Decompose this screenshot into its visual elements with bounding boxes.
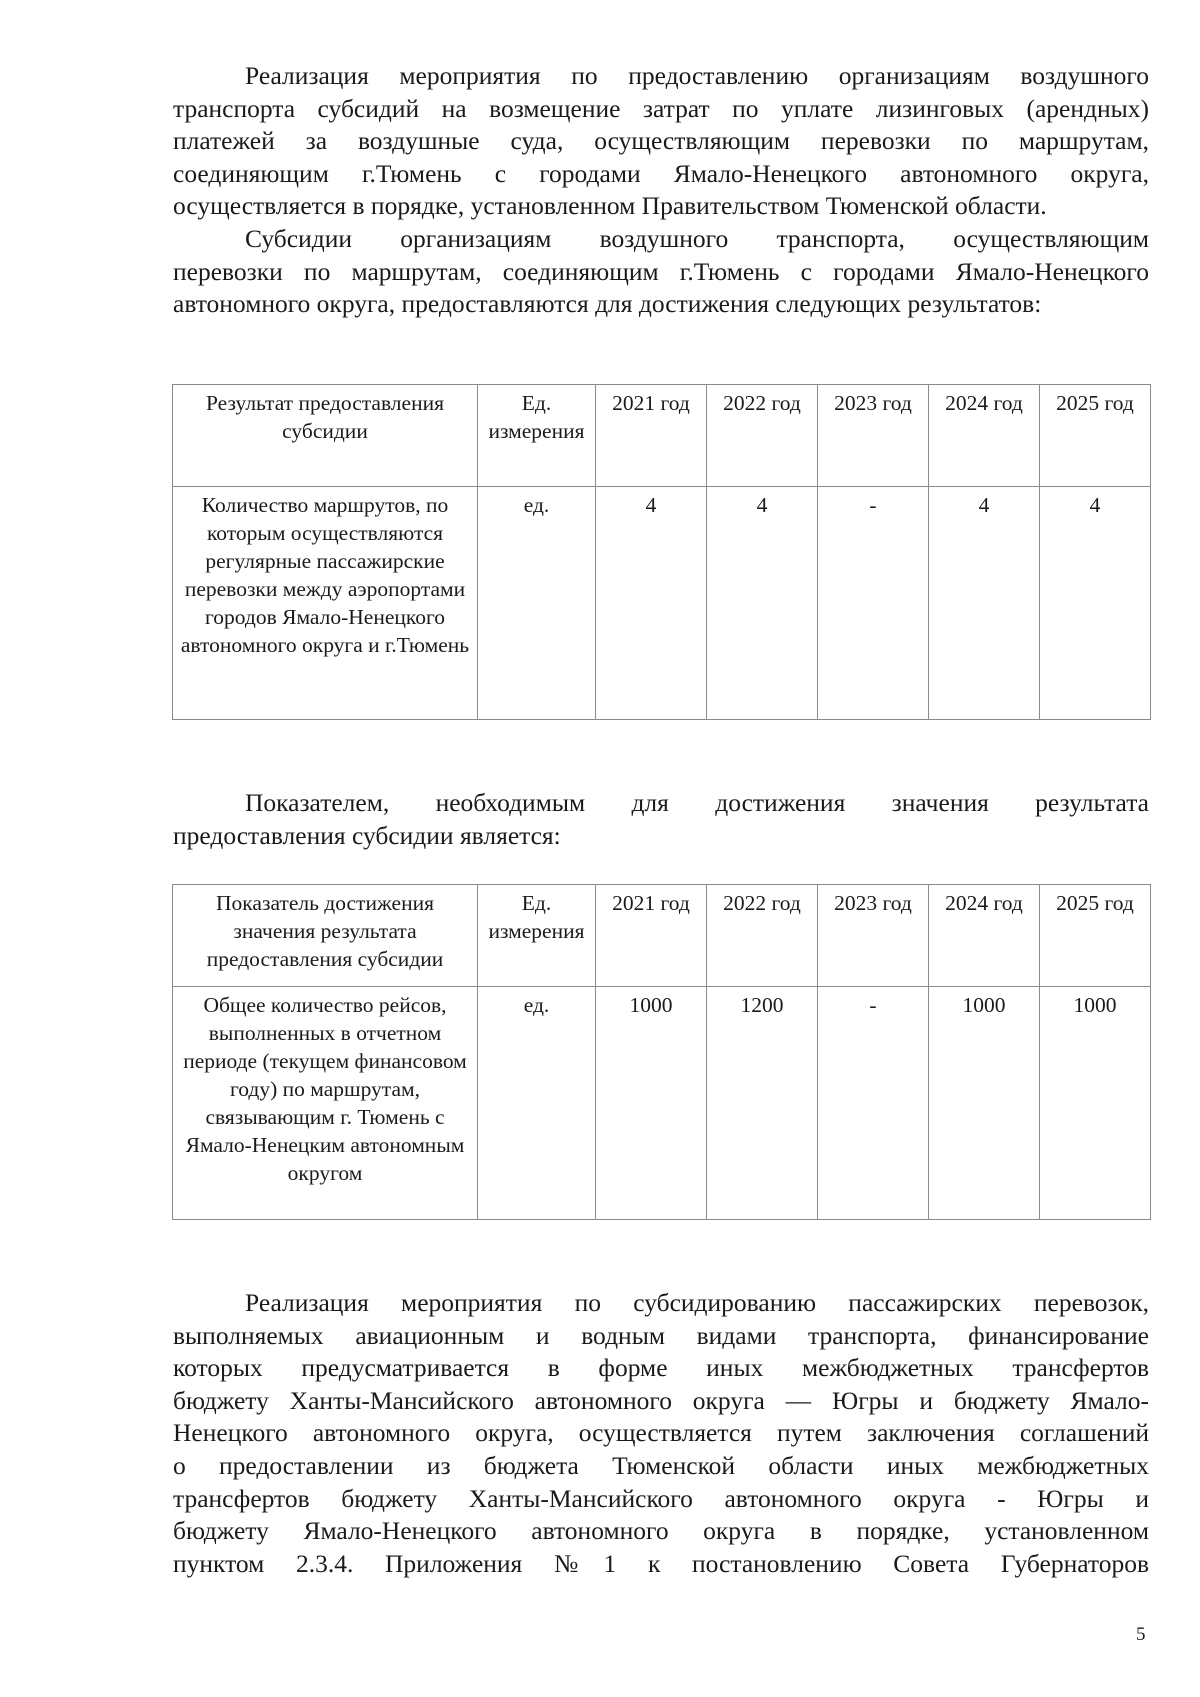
paragraph-3: [173, 787, 1149, 852]
row-cell-2021: 4: [596, 487, 707, 720]
header-cell-2024: 2024 год: [929, 885, 1040, 987]
row-cell-2023: -: [818, 487, 929, 720]
text-line: выполняемых авиационным и водным видами транспорта, финансирование: [173, 1320, 1149, 1350]
header-cell-2022: 2022 год: [707, 885, 818, 987]
text-line: бюджету Ямало-Ненецкого автономного округа в порядке, установленном: [173, 1516, 1149, 1546]
text-line: осуществляется в порядке, установленном Правительством Тюменской области.: [173, 191, 1047, 221]
results-table: [172, 384, 1151, 720]
row-cell-result: Количество маршрутов, по которым осуществляются регулярные пассажирские перевозки между аэропортами городов Ямало-Ненецкого автономного округа и г.Тюмень: [173, 487, 478, 720]
paragraph-1: [173, 60, 1149, 223]
text-line: автономного округа, предоставляются для достижения следующих результатов:: [173, 289, 1042, 319]
row-cell-2025: 1000: [1040, 987, 1151, 1220]
row-cell-2024: 4: [929, 487, 1040, 720]
row-cell-2025: 4: [1040, 487, 1151, 720]
text-line: платежей за воздушные суда, осуществляющим перевозки по маршрутам,: [173, 126, 1149, 156]
text-line: перевозки по маршрутам, соединяющим г.Тюмень с городами Ямало-Ненецкого: [173, 256, 1149, 286]
text-line: Ненецкого автономного округа, осуществляется путем заключения соглашений: [173, 1418, 1149, 1448]
row-cell-2023: -: [818, 987, 929, 1220]
text-line: бюджету Ханты-Мансийского автономного округа — Югры и бюджету Ямало-: [173, 1385, 1149, 1415]
header-cell-unit: Ед. измерения: [478, 385, 596, 487]
header-cell-2022: 2022 год: [707, 385, 818, 487]
row-cell-2024: 1000: [929, 987, 1040, 1220]
text-line: предоставления субсидии является:: [173, 820, 561, 850]
table-row: [173, 487, 1151, 720]
indicators-table: [172, 884, 1151, 1220]
header-cell-2021: 2021 год: [596, 885, 707, 987]
text-line: соединяющим г.Тюмень с городами Ямало-Ненецкого автономного округа,: [173, 158, 1149, 188]
text-line: которых предусматривается в форме иных межбюджетных трансфертов: [173, 1353, 1149, 1383]
header-cell-2023: 2023 год: [818, 385, 929, 487]
row-cell-2021: 1000: [596, 987, 707, 1220]
table-row: [173, 987, 1151, 1220]
text-line: пунктом 2.3.4. Приложения №1 к постановлению Совета Губернаторов: [173, 1548, 1149, 1578]
text-line: Субсидии организациям воздушного транспорта, осуществляющим: [245, 224, 1149, 253]
text-line: Показателем, необходимым для достижения значения результата: [245, 788, 1149, 817]
header-cell-unit: Ед. измерения: [478, 885, 596, 987]
header-cell-result: Результат предоставления субсидии: [173, 385, 478, 487]
header-cell-2025: 2025 год: [1040, 385, 1151, 487]
text-line: о предоставлении из бюджета Тюменской области иных межбюджетных: [173, 1450, 1149, 1480]
header-cell-2023: 2023 год: [818, 885, 929, 987]
table-header-row: [173, 885, 1151, 987]
header-cell-indicator: Показатель достижения значения результата предоставления субсидии: [173, 885, 478, 987]
row-cell-unit: ед.: [478, 487, 596, 720]
paragraph-2: [173, 223, 1149, 321]
row-cell-2022: 4: [707, 487, 818, 720]
text-line: Реализация мероприятия по субсидированию пассажирских перевозок,: [245, 1288, 1149, 1317]
text-line: транспорта субсидий на возмещение затрат по уплате лизинговых (арендных): [173, 93, 1149, 123]
row-cell-unit: ед.: [478, 987, 596, 1220]
header-cell-2021: 2021 год: [596, 385, 707, 487]
table-header-row: [173, 385, 1151, 487]
text-line: трансфертов бюджету Ханты-Мансийского автономного округа - Югры и: [173, 1483, 1149, 1513]
page-number: 5: [1136, 1624, 1146, 1645]
header-cell-2024: 2024 год: [929, 385, 1040, 487]
header-cell-2025: 2025 год: [1040, 885, 1151, 987]
row-cell-2022: 1200: [707, 987, 818, 1220]
row-cell-indicator: Общее количество рейсов, выполненных в отчетном периоде (текущем финансовом году) по маршрутам, связывающим г. Тюмень с Ямало-Ненецким автономным округом: [173, 987, 478, 1220]
paragraph-4: [173, 1287, 1149, 1580]
text-line: Реализация мероприятия по предоставлению организациям воздушного: [245, 61, 1149, 90]
